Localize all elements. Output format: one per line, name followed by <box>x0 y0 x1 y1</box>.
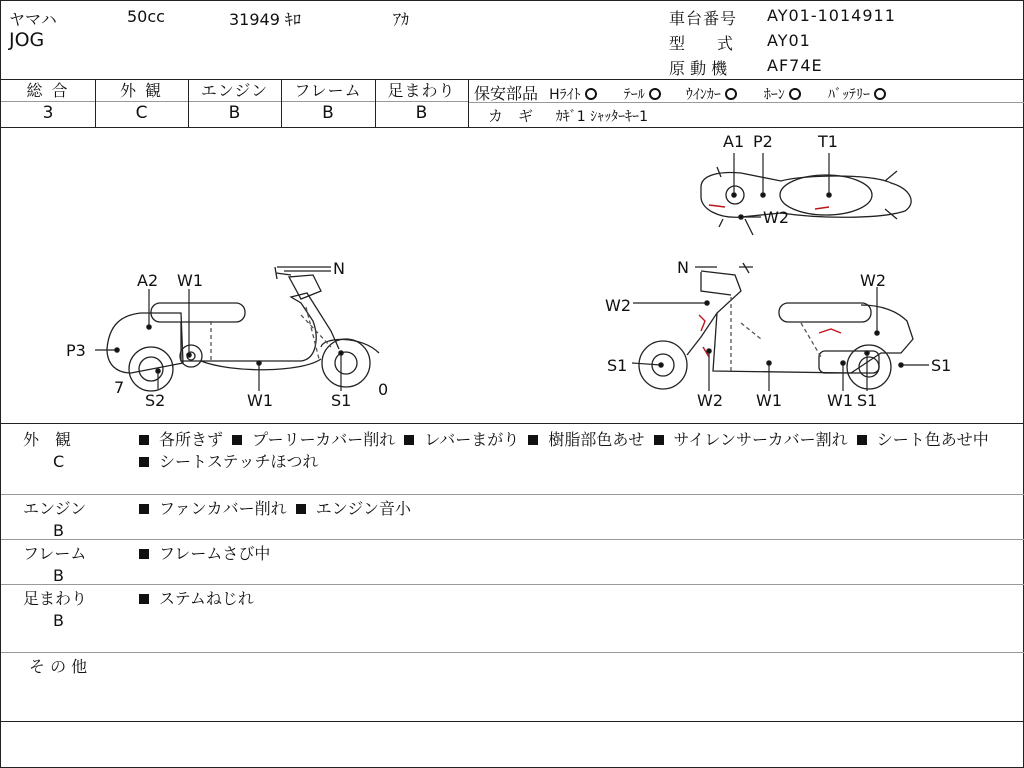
safety-item-name: Hﾗｲﾄ <box>549 87 581 103</box>
divider <box>468 79 469 127</box>
safety-label: 保安部品 <box>474 84 539 103</box>
grade-value: B <box>228 103 241 123</box>
bullet-icon <box>139 594 149 604</box>
diagram-label: P3 <box>66 341 86 360</box>
diagram-label: W2 <box>763 208 789 227</box>
safety-item-name: ｳｲﾝｶｰ <box>685 87 721 103</box>
exterior-notes <box>135 429 1015 473</box>
keys-label: カ ギ <box>488 107 534 125</box>
grade-label: フレーム <box>294 81 362 100</box>
mileage <box>229 7 301 30</box>
divider <box>1 584 1024 585</box>
engine-notes <box>135 498 1015 520</box>
diagram-label: T1 <box>818 132 838 151</box>
diagram-label: W1 <box>177 271 203 290</box>
diagram-label: S1 <box>331 391 352 410</box>
top-seat <box>780 175 872 215</box>
diagram-label: W1 <box>827 391 853 410</box>
divider <box>1 721 1024 722</box>
divider <box>1 423 1024 424</box>
scooter-diagram <box>1 127 1024 423</box>
diagram-label: W1 <box>756 391 782 410</box>
safety-item <box>828 87 886 103</box>
note-item: ステムねじれ <box>159 589 254 608</box>
diagram-label: W1 <box>247 391 273 410</box>
grade-value: B <box>415 103 428 123</box>
exterior-grade: C <box>53 452 65 471</box>
front-wheel <box>322 339 370 387</box>
note-item: 樹脂部色あせ <box>548 430 645 449</box>
note-item: レバーまがり <box>424 430 520 449</box>
grade-value: B <box>322 103 334 123</box>
diagram-label: W2 <box>605 296 631 315</box>
safety-item-name: ﾃｰﾙ <box>623 87 645 103</box>
diagram-label: A1 <box>723 132 745 151</box>
engine-model-label: 原 動 機 <box>669 59 728 78</box>
grade-value: C <box>135 103 148 123</box>
diagram-label: N <box>677 258 689 277</box>
note-item: シート色あせ中 <box>876 430 989 449</box>
safety-item <box>686 87 737 103</box>
bullet-icon <box>654 435 664 445</box>
color-name: ｱｶ <box>393 10 410 29</box>
note-item: ファンカバー削れ <box>159 499 287 518</box>
frame-grade: B <box>53 566 64 585</box>
handlebar <box>739 263 753 273</box>
safety-parts <box>474 81 886 104</box>
grade-label: エンジン <box>200 81 269 100</box>
suspension-notes <box>135 588 1015 610</box>
check-circle-icon <box>725 88 737 100</box>
type-value: AY01 <box>767 31 811 50</box>
bullet-icon <box>139 457 149 467</box>
suspension-grade: B <box>53 611 64 630</box>
maker-name: ヤマハ <box>9 10 57 29</box>
grade-suspension <box>375 79 468 127</box>
note-item: サイレンサーカバー割れ <box>673 430 848 449</box>
front-frame <box>687 271 741 355</box>
engine-label: エンジン <box>23 499 87 518</box>
note-item: シートステッチほつれ <box>159 452 319 471</box>
grade-value: 3 <box>42 103 54 123</box>
frame-notes <box>135 543 1015 565</box>
diagram-label: W2 <box>697 391 723 410</box>
scooter-top-view <box>701 167 911 235</box>
divider <box>1 539 1024 540</box>
diagram-label: N <box>333 259 345 278</box>
divider <box>1 652 1024 653</box>
grade-label: 外 観 <box>119 81 164 100</box>
diagram-label: S1 <box>857 391 878 410</box>
diagram-label: S2 <box>145 391 166 410</box>
engine-grade: B <box>53 521 64 540</box>
check-circle-icon <box>874 88 886 100</box>
divider <box>1 494 1024 495</box>
diagram-label: P2 <box>753 132 773 151</box>
check-circle-icon <box>585 88 597 100</box>
safety-item <box>764 87 801 103</box>
model-name: JOG <box>9 29 45 51</box>
bullet-icon <box>139 435 149 445</box>
diagram-label: A2 <box>137 271 159 290</box>
diagram-label: S1 <box>607 356 628 375</box>
safety-item <box>624 87 661 103</box>
muffler <box>819 351 879 373</box>
bullet-icon <box>139 549 149 559</box>
grade-engine <box>188 79 281 127</box>
diagram-label: W2 <box>860 271 886 290</box>
body-line <box>713 305 913 373</box>
check-circle-icon <box>649 88 661 100</box>
mileage-value: 31949 <box>229 10 280 29</box>
front-cowl <box>289 275 321 299</box>
safety-item-name: ﾊﾞｯﾃﾘｰ <box>828 87 871 103</box>
damage-marks <box>699 205 841 357</box>
type-label: 型 式 <box>669 34 734 53</box>
displacement: 50cc <box>127 7 165 26</box>
note-item: フレームさび中 <box>159 544 271 563</box>
frame-no: AY01-1014911 <box>767 6 896 25</box>
diagram-label: S1 <box>931 356 952 375</box>
seat <box>779 303 871 322</box>
mileage-unit: ｷﾛ <box>285 10 302 29</box>
keys-value: ｶｷﾞ1 ｼｬｯﾀｰｷｰ1 <box>555 109 649 125</box>
bullet-icon <box>404 435 414 445</box>
diagram-label: 7 <box>114 378 125 397</box>
bullet-icon <box>528 435 538 445</box>
frame-no-label: 車台番号 <box>669 9 738 28</box>
bullet-icon <box>232 435 242 445</box>
grade-label: 総 合 <box>26 81 70 100</box>
exterior-label: 外 観 <box>23 430 72 449</box>
diagram-label: 0 <box>378 380 389 399</box>
check-circle-icon <box>789 88 801 100</box>
grade-overall <box>1 79 95 127</box>
keys-row <box>488 105 648 126</box>
note-item: プーリーカバー削れ <box>252 430 396 449</box>
bullet-icon <box>139 504 149 514</box>
note-item: エンジン音小 <box>315 499 411 518</box>
safety-item <box>549 87 597 103</box>
bullet-icon <box>857 435 867 445</box>
engine-model-value: AF74E <box>767 56 823 75</box>
frame-label: フレーム <box>23 544 87 563</box>
safety-item-name: ﾎｰﾝ <box>763 87 785 103</box>
note-item: 各所きず <box>159 430 224 449</box>
grade-exterior <box>95 79 188 127</box>
grade-frame <box>281 79 375 127</box>
grade-label: 足まわり <box>387 81 456 100</box>
bullet-icon <box>296 504 306 514</box>
other-label: そ の 他 <box>29 657 88 676</box>
suspension-label: 足まわり <box>23 589 88 608</box>
